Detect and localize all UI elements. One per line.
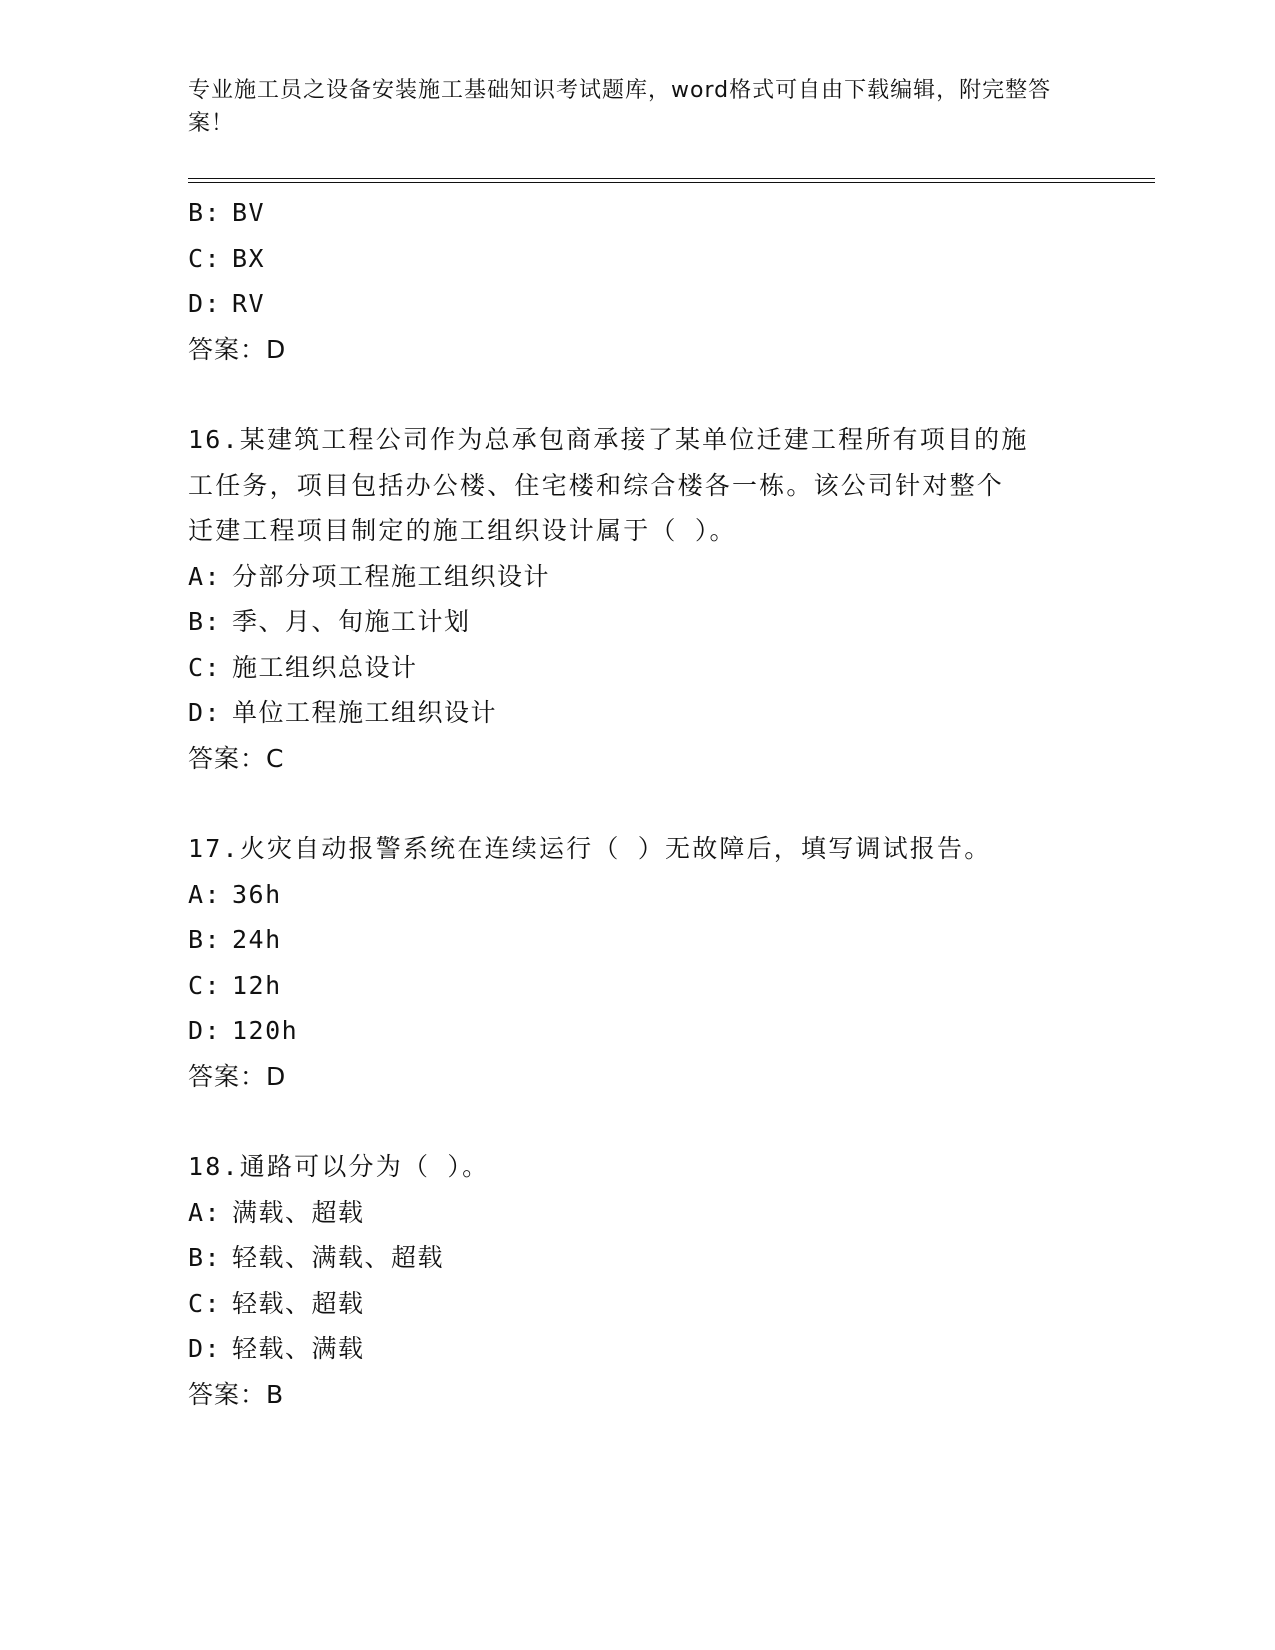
- answer-line: 答案：D: [188, 1061, 287, 1091]
- option-b: B: 轻载、满载、超载: [188, 1243, 445, 1272]
- option-d: D: 120h: [188, 1016, 299, 1045]
- answer-line: 答案：D: [188, 334, 287, 364]
- question-stem-line: 迁建工程项目制定的施工组织设计属于（ ）。: [188, 516, 737, 545]
- question-stem-line: 18.通路可以分为（ ）。: [188, 1152, 490, 1181]
- question-stem-line: 17.火灾自动报警系统在连续运行（ ）无故障后，填写调试报告。: [188, 834, 992, 863]
- question-18: [188, 1144, 1088, 1417]
- option-d: D: RV: [188, 289, 266, 318]
- option-d: D: 轻载、满载: [188, 1334, 365, 1363]
- question-17: [188, 826, 1088, 1099]
- option-c: C: 轻载、超载: [188, 1288, 365, 1318]
- option-b: B: BV: [188, 198, 266, 227]
- continued-question: [188, 190, 1088, 372]
- option-b: B: 24h: [188, 925, 282, 954]
- question-stem-line: 工任务，项目包括办公楼、住宅楼和综合楼各一栋。该公司针对整个: [188, 470, 1005, 500]
- option-c: C: BX: [188, 243, 266, 273]
- option-c: C: 12h: [188, 970, 282, 1000]
- answer-line: 答案：B: [188, 1379, 285, 1409]
- document-body: [188, 190, 1088, 1417]
- question-16: [188, 417, 1088, 781]
- option-b: B: 季、月、旬施工计划: [188, 607, 471, 636]
- header-divider: [188, 178, 1155, 183]
- answer-line: 答案：C: [188, 743, 285, 773]
- option-a: A: 36h: [188, 879, 282, 909]
- option-a: A: 满载、超载: [188, 1197, 365, 1227]
- page-header: 专业施工员之设备安装施工基础知识考试题库，word格式可自由下载编辑，附完整答案！: [188, 78, 1052, 136]
- option-d: D: 单位工程施工组织设计: [188, 698, 498, 727]
- option-c: C: 施工组织总设计: [188, 652, 418, 682]
- question-stem-line: 16.某建筑工程公司作为总承包商承接了某单位迁建工程所有项目的施: [188, 425, 1029, 454]
- option-a: A: 分部分项工程施工组织设计: [188, 561, 551, 591]
